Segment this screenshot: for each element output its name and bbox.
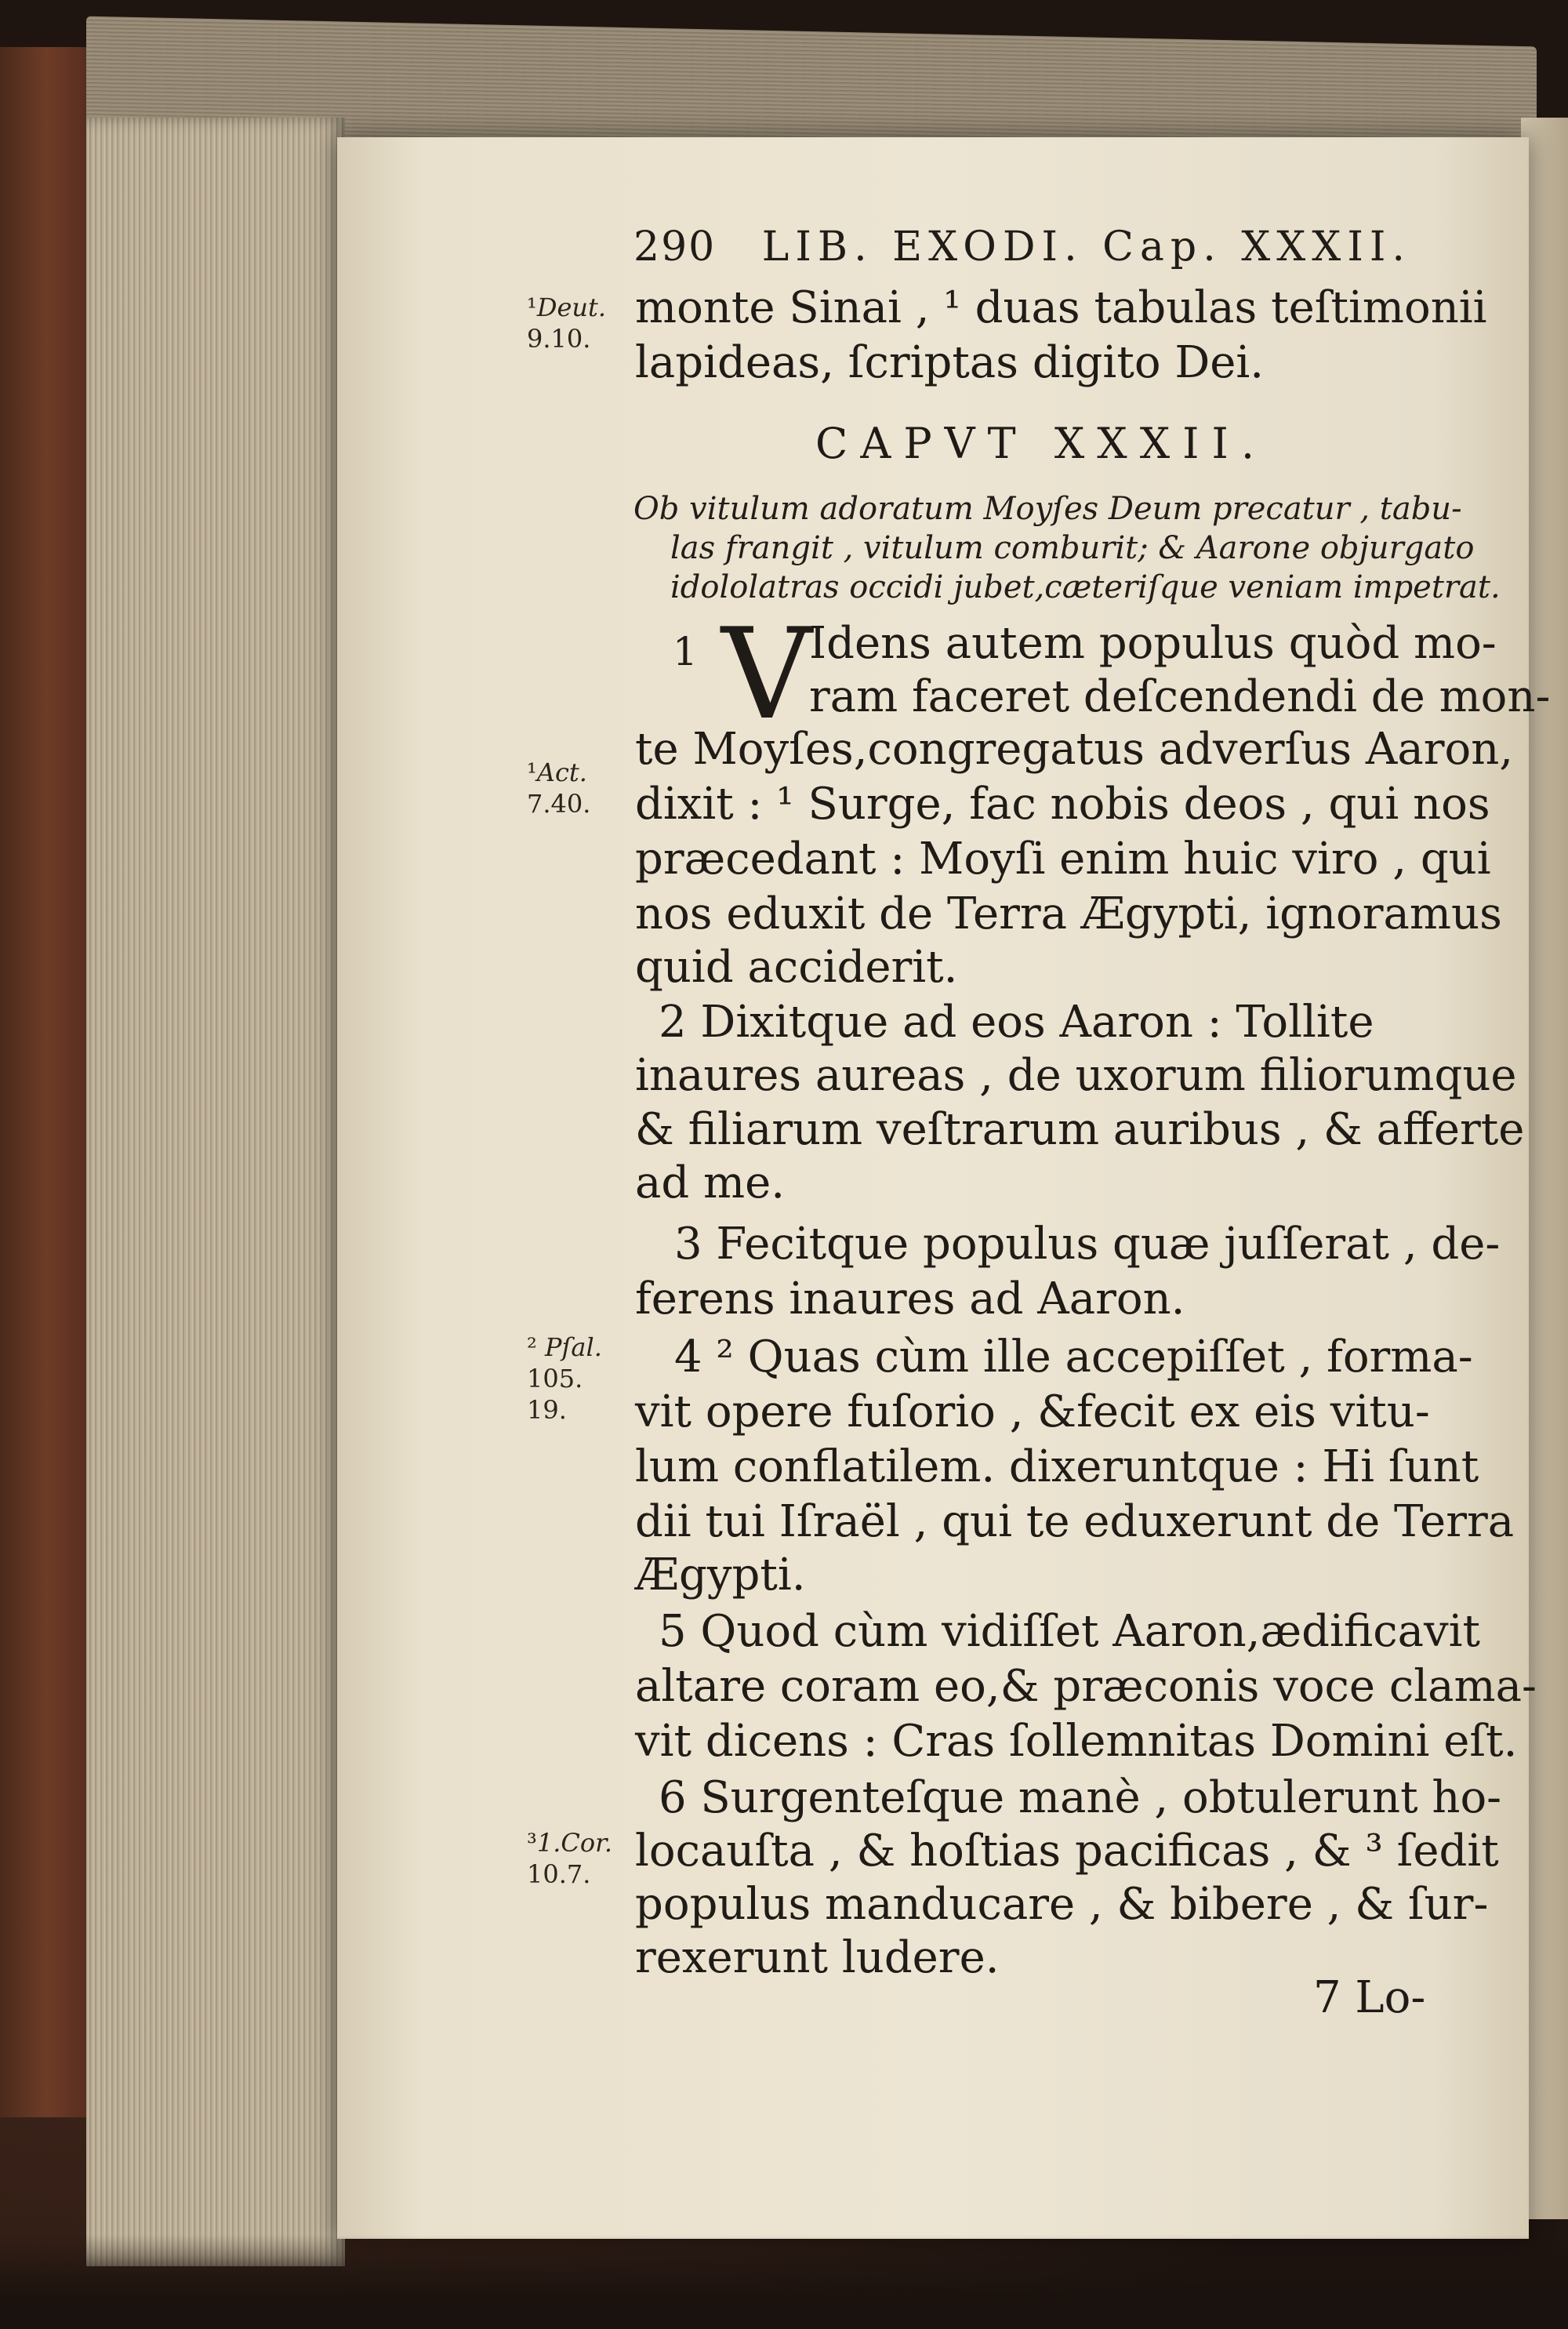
verse-line: 6 Surgenteſque manè , obtulerunt ho-	[659, 1772, 1502, 1823]
verse-line: altare coram eo,& præconis voce clama-	[635, 1661, 1537, 1712]
verse-line: & filiarum veſtrarum auribus , & afferte	[635, 1104, 1525, 1155]
verse-line: inaures aureas , de uxorum filiorumque	[635, 1050, 1517, 1101]
bottom-shadow	[0, 2235, 1568, 2329]
chapter-title: CAPVT XXXII.	[815, 419, 1267, 468]
margin-loc: 9.10.	[527, 324, 591, 354]
margin-loc: 10.7.	[527, 1859, 591, 1889]
verse1-line-3: te Moyſes,congregatus adverſus Aaron,	[635, 724, 1514, 775]
verse-line: vit dicens : Cras ſollemnitas Domini eſt.	[635, 1716, 1518, 1767]
verse-line: ad me.	[635, 1157, 786, 1208]
summary-line-3: idololatras occidi jubet,cæteriſque veniam impetrat.	[670, 569, 1501, 605]
page-number: 290	[633, 223, 717, 271]
verse1-line-4: dixit : ¹ Surge, fac nobis deos , qui nos	[635, 779, 1490, 830]
running-header	[633, 223, 1411, 271]
verse1-line-5: præcedant : Moyſi enim huic viro , qui	[635, 834, 1491, 885]
verse-line: locauſta , & hoſtias pacificas , & ³ ſedit	[635, 1826, 1499, 1877]
summary-line-2: las frangit , vitulum comburit; & Aarone objurgato	[670, 530, 1475, 566]
opening-line-2: lapideas, ſcriptas digito Dei.	[635, 337, 1265, 388]
verse-line: 2 Dixitque ad eos Aaron : Tollite	[659, 997, 1374, 1048]
verse1-line-2: ram faceret deſcendendi de mon-	[809, 671, 1551, 722]
verse-line: 5 Quod cùm vidiſſet Aaron,ædificavit	[659, 1606, 1481, 1657]
verse1-line-1: Idens autem populus quòd mo-	[809, 618, 1497, 669]
margin-note-psal	[527, 1332, 602, 1426]
verse-line: lum conflatilem. dixeruntque : Hi ſunt	[635, 1441, 1479, 1492]
verse-line: rexerunt ludere.	[635, 1932, 1000, 1983]
verse-number-1: 1	[673, 629, 698, 674]
verse-line: populus manducare , & bibere , & ſur-	[635, 1879, 1489, 1930]
catchword: 7 Lo-	[1313, 1972, 1426, 2023]
verse-line: dii tui Iſraël , qui te eduxerunt de Terra	[635, 1496, 1515, 1547]
margin-note-cor	[527, 1827, 612, 1890]
margin-mark: ³	[527, 1828, 537, 1858]
margin-loc: 7.40.	[527, 789, 591, 819]
margin-ref: 1.Cor.	[536, 1828, 613, 1858]
verse1-line-7: quid acciderit.	[635, 942, 958, 993]
verse-line: ferens inaures ad Aaron.	[635, 1274, 1185, 1324]
verse-line: Ægypti.	[635, 1550, 806, 1601]
margin-ref: Deut.	[536, 292, 607, 322]
margin-loc: 19.	[527, 1395, 567, 1425]
opening-line-1: monte Sinai , ¹ duas tabulas teſtimonii	[635, 282, 1487, 333]
margin-mark: ¹	[527, 758, 537, 787]
running-title: LIB. EXODI. Cap. XXXII.	[761, 223, 1411, 271]
margin-mark: ²	[527, 1332, 537, 1362]
verse1-line-6: nos eduxit de Terra Ægypti, ignoramus	[635, 888, 1502, 939]
margin-ref: Pſal.	[545, 1332, 602, 1362]
margin-note-act	[527, 757, 590, 819]
verse-line: vit opere fuſorio , &fecit ex eis vitu-	[635, 1386, 1430, 1437]
verse-line: 3 Fecitque populus quæ juſſerat , de-	[674, 1219, 1501, 1270]
verse-line: 4 ² Quas cùm ille accepiſſet , forma-	[674, 1332, 1473, 1383]
margin-mark: ¹	[527, 292, 537, 322]
summary-line-1: Ob vitulum adoratum Moyſes Deum precatur , tabu-	[633, 491, 1462, 527]
margin-note-deut	[527, 292, 606, 354]
drop-cap: V	[721, 601, 812, 747]
margin-ref: Act.	[536, 758, 587, 787]
margin-loc: 105.	[527, 1364, 583, 1393]
